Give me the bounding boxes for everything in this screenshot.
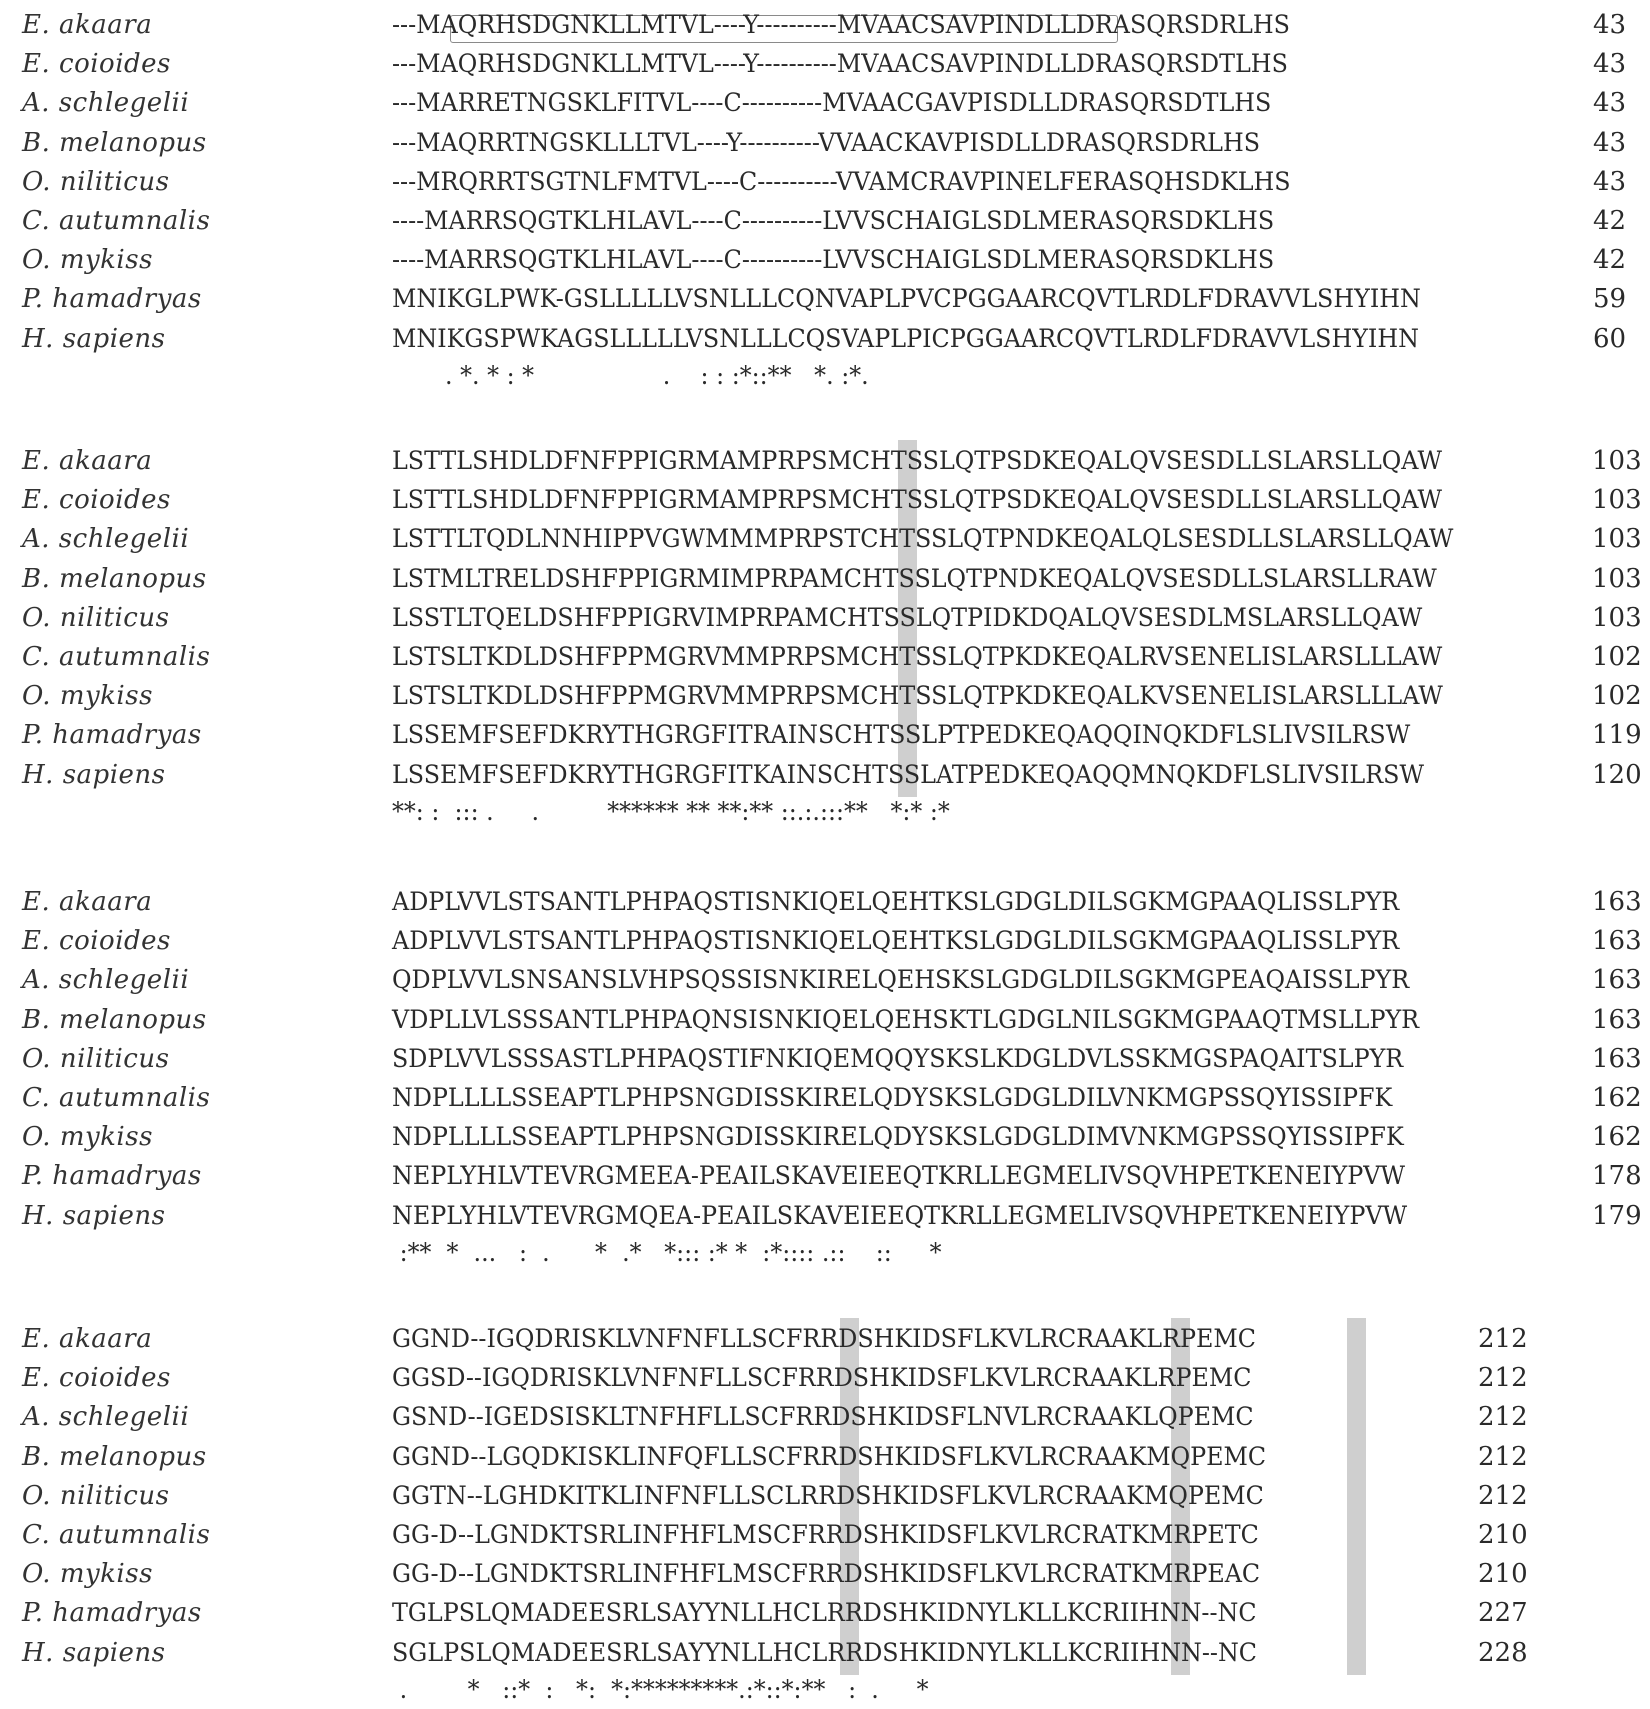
residue-position: 210: [1478, 1520, 1528, 1550]
sequence-row: ----MARRSQGTKLHLAVL----C----------LVVSCHAIGLSDLMERASQRSDKLHS: [392, 206, 1275, 236]
species-name: C. autumnalis: [22, 206, 211, 236]
residue-position: 163: [1592, 965, 1642, 996]
species-name: B. melanopus: [22, 1441, 207, 1472]
sequence-row: NEPLYHLVTEVRGMEEA-PEAILSKAVEIEEQTKRLLEGMELIVSQVHPETKENEIYPVW: [392, 1161, 1405, 1192]
consensus-line: :** * ... : . * .* *::: :* * :*:::: .:: :: *: [392, 1237, 942, 1268]
conserved-cysteine-highlight: [1347, 1318, 1366, 1675]
sequence-row: LSTTLSHDLDFNFPPIGRMAMPRPSMCHTSSLQTPSDKEQALQVSESDLLSLARSLLQAW: [392, 485, 1442, 516]
residue-position: 42: [1593, 206, 1627, 236]
species-name: C. autumnalis: [22, 642, 211, 672]
residue-position: 212: [1478, 1324, 1528, 1354]
residue-position: 102: [1592, 642, 1642, 672]
sequence-row: LSSTLTQELDSHFPPIGRVIMPRPAMCHTSSLQTPIDKDQALQVSESDLMSLARSLLQAW: [392, 602, 1423, 633]
residue-position: 162: [1592, 1122, 1642, 1153]
sequence-row: ---MAQRRTNGSKLLLTVL----Y----------VVAACKAVPISDLLDRASQRSDRLHS: [392, 127, 1261, 158]
residue-position: 103: [1592, 602, 1642, 633]
sequence-row: LSTSLTKDLDSHFPPMGRVMMPRPSMCHTSSLQTPKDKEQALRVSENELISLARSLLLAW: [392, 642, 1443, 672]
consensus-line: . * ::* : *: *:*********.:*::*:** : . *: [392, 1674, 929, 1705]
residue-position: 227: [1478, 1598, 1528, 1629]
sequence-row: NDPLLLLSSEAPTLPHPSNGDISSKIRELQDYSKSLGDGLDILVNKMGPSSQYISSIPFK: [392, 1083, 1393, 1113]
sequence-row: ---MAQRHSDGNKLLMTVL----Y----------MVAACSAVPINDLLDRASQRSDRLHS: [392, 10, 1290, 40]
sequence-row: ---MARRETNGSKLFITVL----C----------MVAACGAVPISDLLDRASQRSDTLHS: [392, 88, 1272, 119]
species-name: O. mykiss: [22, 245, 153, 276]
species-name: O. niliticus: [22, 1480, 170, 1511]
residue-position: 212: [1478, 1363, 1528, 1394]
species-name: C. autumnalis: [22, 1520, 211, 1550]
sequence-row: ADPLVVLSTSANTLPHPAQSTISNKIQELQEHTKSLGDGLDILSGKMGPAAQLISSLPYR: [392, 926, 1400, 957]
species-name: O. niliticus: [22, 602, 170, 633]
residue-position: 163: [1592, 1043, 1642, 1074]
species-name: P. hamadryas: [22, 1598, 202, 1629]
sequence-row: LSSEMFSEFDKRYTHGRGFITKAINSCHTSSLATPEDKEQAQQMNQKDFLSLIVSILRSW: [392, 759, 1424, 790]
residue-position: 163: [1592, 1004, 1642, 1035]
species-name: E. coioides: [22, 49, 171, 80]
residue-position: 212: [1478, 1441, 1528, 1472]
residue-position: 178: [1592, 1161, 1642, 1192]
sequence-row: VDPLLVLSSSANTLPHPAQNSISNKIQELQEHSKTLGDGLNILSGKMGPAAQTMSLLPYR: [392, 1004, 1420, 1035]
species-name: B. melanopus: [22, 1004, 207, 1035]
sequence-row: MNIKGSPWKAGSLLLLLVSNLLLCQSVAPLPICPGGAARCQVTLRDLFDRAVVLSHYIHN: [392, 323, 1419, 354]
sequence-row: SGLPSLQMADEESRLSAYYNLLHCLRRDSHKIDNYLKLLKCRIIHNN--NC: [392, 1637, 1257, 1668]
sequence-row: GGND--LGQDKISKLINFQFLLSCFRRDSHKIDSFLKVLRCRAAKMQPEMC: [392, 1441, 1267, 1472]
residue-position: 103: [1592, 563, 1642, 594]
species-name: H. sapiens: [22, 1200, 166, 1231]
species-name: A. schlegelii: [22, 1402, 190, 1433]
species-name: O. mykiss: [22, 681, 153, 712]
species-name: E. akaara: [22, 1324, 153, 1354]
species-name: E. coioides: [22, 1363, 171, 1394]
species-name: P. hamadryas: [22, 284, 202, 315]
sequence-row: LSTTLTQDLNNHIPPVGWMMMPRPSTCHTSSLQTPNDKEQALQLSESDLLSLARSLLQAW: [392, 524, 1454, 555]
residue-position: 42: [1593, 245, 1627, 276]
residue-position: 163: [1592, 926, 1642, 957]
residue-position: 103: [1592, 485, 1642, 516]
species-name: H. sapiens: [22, 1637, 166, 1668]
sequence-row: SDPLVVLSSSASTLPHPAQSTIFNKIQEMQQYSKSLKDGLDVLSSKMGSPAQAITSLPYR: [392, 1043, 1404, 1074]
sequence-row: ---MRQRRTSGTNLFMTVL----C----------VVAMCRAVPINELFERASQHSDKLHS: [392, 166, 1291, 197]
residue-position: 179: [1592, 1200, 1642, 1231]
residue-position: 212: [1478, 1402, 1528, 1433]
residue-position: 103: [1592, 524, 1642, 555]
sequence-row: LSSEMFSEFDKRYTHGRGFITRAINSCHTSSLPTPEDKEQAQQINQKDFLSLIVSILRSW: [392, 720, 1411, 751]
sequence-row: GG-D--LGNDKTSRLINFHFLMSCFRRDSHKIDSFLKVLRCRATKMRPEAC: [392, 1559, 1261, 1590]
species-name: H. sapiens: [22, 323, 166, 354]
sequence-row: ----MARRSQGTKLHLAVL----C----------LVVSCHAIGLSDLMERASQRSDKLHS: [392, 245, 1275, 276]
sequence-row: ---MAQRHSDGNKLLMTVL----Y----------MVAACSAVPINDLLDRASQRSDTLHS: [392, 49, 1288, 80]
species-name: O. niliticus: [22, 166, 170, 197]
sequence-row: LSTSLTKDLDSHFPPMGRVMMPRPSMCHTSSLQTPKDKEQALKVSENELISLARSLLLAW: [392, 681, 1443, 712]
sequence-row: ADPLVVLSTSANTLPHPAQSTISNKIQELQEHTKSLGDGLDILSGKMGPAAQLISSLPYR: [392, 887, 1400, 917]
species-name: E. coioides: [22, 485, 171, 516]
species-name: P. hamadryas: [22, 1161, 202, 1192]
species-name: C. autumnalis: [22, 1083, 211, 1113]
species-name: P. hamadryas: [22, 720, 202, 751]
sequence-row: GG-D--LGNDKTSRLINFHFLMSCFRRDSHKIDSFLKVLRCRATKMRPETC: [392, 1520, 1259, 1550]
residue-position: 120: [1592, 759, 1642, 790]
sequence-row: GSND--IGEDSISKLTNFHFLLSCFRRDSHKIDSFLNVLRCRAAKLQPEMC: [392, 1402, 1254, 1433]
residue-position: 212: [1478, 1480, 1528, 1511]
sequence-row: QDPLVVLSNSANSLVHPSQSSISNKIRELQEHSKSLGDGLDILSGKMGPEAQAISSLPYR: [392, 965, 1410, 996]
residue-position: 162: [1592, 1083, 1642, 1113]
residue-position: 43: [1593, 49, 1627, 80]
residue-position: 59: [1593, 284, 1627, 315]
species-name: E. coioides: [22, 926, 171, 957]
sequence-row: GGTN--LGHDKITKLINFNFLLSCLRRDSHKIDSFLKVLRCRAAKMQPEMC: [392, 1480, 1264, 1511]
residue-position: 43: [1593, 166, 1627, 197]
sequence-row: NDPLLLLSSEAPTLPHPSNGDISSKIRELQDYSKSLGDGLDIMVNKMGPSSQYISSIPFK: [392, 1122, 1404, 1153]
consensus-line: **: : ::: . . ****** ** **:** ::.:.:::** *:* :*: [392, 796, 950, 827]
species-name: A. schlegelii: [22, 524, 190, 555]
species-name: O. niliticus: [22, 1043, 170, 1074]
residue-position: 43: [1593, 10, 1627, 40]
residue-position: 60: [1593, 323, 1627, 354]
species-name: A. schlegelii: [22, 88, 190, 119]
species-name: B. melanopus: [22, 127, 207, 158]
species-name: B. melanopus: [22, 563, 207, 594]
sequence-row: MNIKGLPWK-GSLLLLLVSNLLLCQNVAPLPVCPGGAARCQVTLRDLFDRAVVLSHYIHN: [392, 284, 1421, 315]
species-name: O. mykiss: [22, 1122, 153, 1153]
residue-position: 119: [1592, 720, 1642, 751]
residue-position: 103: [1592, 446, 1642, 476]
species-name: A. schlegelii: [22, 965, 190, 996]
species-name: E. akaara: [22, 10, 153, 40]
species-name: O. mykiss: [22, 1559, 153, 1590]
residue-position: 102: [1592, 681, 1642, 712]
residue-position: 43: [1593, 127, 1627, 158]
sequence-row: LSTMLTRELDSHFPPIGRMIMPRPAMCHTSSLQTPNDKEQALQVSESDLLSLARSLLRAW: [392, 563, 1437, 594]
residue-position: 210: [1478, 1559, 1528, 1590]
sequence-row: TGLPSLQMADEESRLSAYYNLLHCLRRDSHKIDNYLKLLKCRIIHNN--NC: [392, 1598, 1257, 1629]
sequence-row: GGND--IGQDRISKLVNFNFLLSCFRRDSHKIDSFLKVLRCRAAKLRPEMC: [392, 1324, 1256, 1354]
residue-position: 43: [1593, 88, 1627, 119]
residue-position: 163: [1592, 887, 1642, 917]
consensus-line: . *. * : * . : : :*::** *. :*.: [392, 360, 869, 391]
residue-position: 228: [1478, 1637, 1528, 1668]
sequence-row: GGSD--IGQDRISKLVNFNFLLSCFRRDSHKIDSFLKVLRCRAAKLRPEMC: [392, 1363, 1252, 1394]
species-name: E. akaara: [22, 887, 153, 917]
sequence-row: NEPLYHLVTEVRGMQEA-PEAILSKAVEIEEQTKRLLEGMELIVSQVHPETKENEIYPVW: [392, 1200, 1408, 1231]
sequence-row: LSTTLSHDLDFNFPPIGRMAMPRPSMCHTSSLQTPSDKEQALQVSESDLLSLARSLLQAW: [392, 446, 1442, 476]
species-name: H. sapiens: [22, 759, 166, 790]
species-name: E. akaara: [22, 446, 153, 476]
